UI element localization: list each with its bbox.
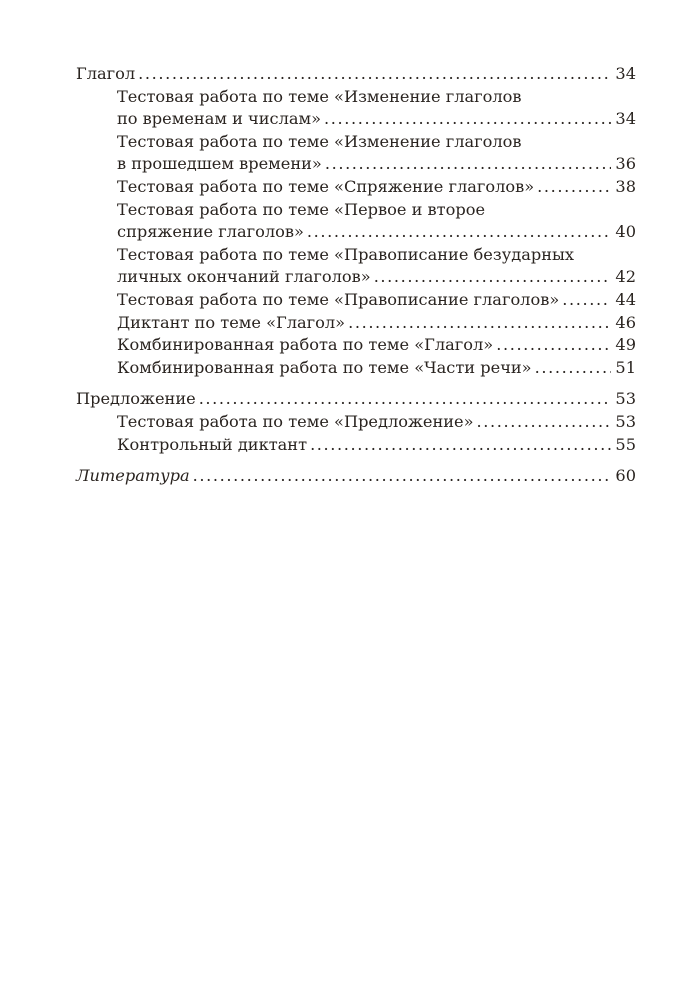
entry-title: Тестовая работа по теме «Правописание глаголов» — [117, 289, 560, 309]
entry-title: Комбинированная работа по теме «Глагол» — [117, 335, 494, 355]
entry-title: Тестовая работа по теме «Изменение глаголов — [117, 86, 522, 106]
entry-title: Контрольный диктант — [117, 434, 308, 454]
entry-title: Тестовая работа по теме «Предложение» — [117, 411, 474, 431]
toc-literature — [76, 465, 636, 488]
page-number: 51 — [615, 357, 636, 377]
page-number: 34 — [615, 64, 636, 83]
toc-section-verb — [76, 63, 636, 86]
toc-entry-line — [76, 199, 636, 222]
page-number: 46 — [615, 312, 636, 332]
dot-leader — [374, 266, 612, 289]
entry-title: Тестовая работа по теме «Изменение глаголов — [117, 131, 522, 151]
page-number: 34 — [615, 109, 636, 129]
entry-title: Диктант по теме «Глагол» — [117, 312, 346, 332]
toc-entry — [76, 221, 636, 244]
page-number: 49 — [615, 335, 636, 355]
toc-entry — [76, 289, 636, 312]
section-title: Предложение — [76, 389, 196, 409]
entry-title: по временам и числам» — [117, 109, 322, 129]
toc-entry-line — [76, 131, 636, 154]
page-number: 40 — [615, 222, 636, 242]
entry-title: в прошедшем времени» — [117, 154, 322, 174]
dot-leader — [138, 63, 611, 86]
entry-title: Тестовая работа по теме «Первое и второе — [117, 199, 486, 219]
toc-entry — [76, 411, 636, 434]
toc-entry — [76, 434, 636, 457]
dot-leader — [325, 153, 612, 176]
toc-entry — [76, 312, 636, 335]
page-number: 44 — [615, 289, 636, 309]
dot-leader — [193, 465, 612, 488]
toc-section-sentence — [76, 388, 636, 411]
page-number: 53 — [615, 411, 636, 431]
section-title: Глагол — [76, 64, 136, 83]
page-number: 38 — [615, 176, 636, 196]
entry-title: Тестовая работа по теме «Спряжение глаголов» — [117, 176, 535, 196]
dot-leader — [562, 289, 611, 312]
page-number: 53 — [615, 389, 636, 409]
entry-title: Тестовая работа по теме «Правописание безударных — [117, 244, 575, 264]
dot-leader — [199, 388, 612, 411]
toc-entry — [76, 108, 636, 131]
toc-entry — [76, 266, 636, 289]
page-number: 42 — [615, 267, 636, 287]
toc-entry — [76, 153, 636, 176]
toc-entry — [76, 334, 636, 357]
table-of-contents — [76, 63, 636, 488]
dot-leader — [477, 411, 612, 434]
dot-leader — [307, 221, 611, 244]
dot-leader — [324, 108, 611, 131]
section-title: Литература — [76, 466, 190, 486]
dot-leader — [535, 357, 612, 380]
dot-leader — [348, 312, 611, 335]
toc-entry-line — [76, 244, 636, 267]
entry-title: Комбинированная работа по теме «Части речи» — [117, 357, 532, 377]
toc-entry-line — [76, 86, 636, 109]
dot-leader — [496, 334, 611, 357]
dot-leader — [310, 434, 611, 457]
toc-entry — [76, 176, 636, 199]
toc-entry — [76, 357, 636, 380]
page-number: 55 — [615, 434, 636, 454]
section-gap — [76, 456, 636, 465]
entry-title: спряжение глаголов» — [117, 222, 304, 242]
dot-leader — [537, 176, 611, 199]
page-number: 60 — [615, 466, 636, 486]
page-number: 36 — [615, 154, 636, 174]
entry-title: личных окончаний глаголов» — [117, 267, 371, 287]
section-gap — [76, 379, 636, 388]
